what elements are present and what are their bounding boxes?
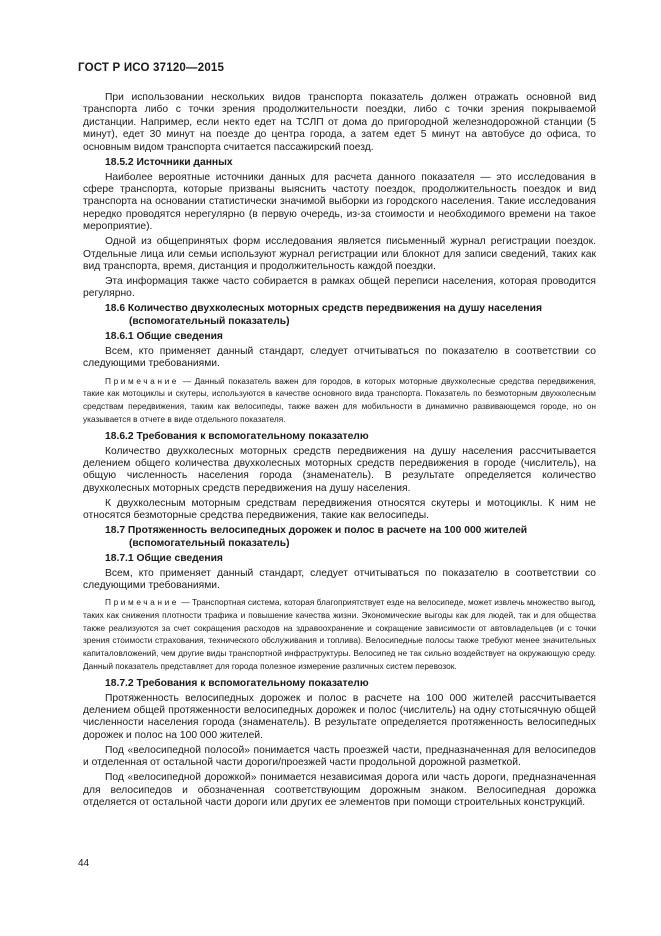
document-body <box>83 92 596 812</box>
note-text: Транспортная система, которая благоприятствует езде на велосипеде, может извлечь множество выгод, таких как снижения плотности трафика и повышение качества жизни. Экономические выгоды как для людей, так и для общества также реализуются за счет сокращения расходов на здравоохранение и сокращение зависимости от автовладельцев (и с точки зрения стоимости страхования, технического обслуживания и топлива). Велосипедные полосы также требуют менее значительных капиталовложений, чем другие виды транспортной инфраструктуры. Велосипед не так сильно воздействует на окружающую среду. Данный показатель представляет для города полезное измерение различных систем перевозок. <box>83 597 596 671</box>
page-number: 44 <box>78 858 90 869</box>
section-heading-18-6-1: 18.6.1 Общие сведения <box>105 330 223 342</box>
paragraph: Протяженность велосипедных дорожек и полос в расчете на 100 000 жителей рассчитывается делением общей протяженности велосипедных дорожек и полос (числитель) на одну стотысячную общей численности населения города (знаменатель). В результате определяется протяженность велосипедных дорожек и полос на 100 000 жителей. <box>83 692 596 741</box>
document-header: ГОСТ Р ИСО 37120—2015 <box>78 62 225 74</box>
note-block <box>83 375 596 426</box>
note-block <box>83 596 596 672</box>
note-label: Примечание <box>105 597 180 608</box>
note-text: Данный показатель важен для городов, в которых моторные двухколесные средства передвижения, такие как мотоциклы и скутеры, используются в качестве основного вида транспорта. Показатель по безмоторным двухколесным средствам передвижения, таким как велосипеды, также важен для мобильности в динамично развивающемся городе, но он указывается в отчете в виде отдельного показателя. <box>83 375 596 424</box>
paragraph: Эта информация также часто собирается в рамках общей переписи населения, которая проводится регулярно. <box>83 276 596 300</box>
paragraph: Под «велосипедной дорожкой» понимается независимая дорога или часть дороги, предназначенная для велосипедов и обозначенная соответствующим дорожным знаком. Велосипедная дорожка отделяется от остальной части дороги или других ее элементов при помощи строительных конструкций. <box>83 772 596 808</box>
section-heading-18-5-2: 18.5.2 Источники данных <box>105 156 233 168</box>
section-heading-18-7-2: 18.7.2 Требования к вспомогательному показателю <box>105 677 369 689</box>
paragraph: Всем, кто применяет данный стандарт, следует отчитываться по показателю в соответствии со следующими требованиями. <box>83 567 596 591</box>
section-heading-18-6-2: 18.6.2 Требования к вспомогательному показателю <box>105 430 369 442</box>
paragraph: К двухколесным моторным средствам передвижения относятся скутеры и мотоциклы. К ним не относятся безмоторные средства передвижения, такие как велосипеды. <box>83 497 596 522</box>
paragraph: При использовании нескольких видов транспорта показатель должен отражать основной вид транспорта либо с точки зрения продолжительности поездки, либо с точки зрения покрываемой дистанции. Например, если некто едет на ТСЛП от дома до пригородной железнодорожной станции (5 минут), едет 30 минут на поезде до центра города, а затем едет 5 минут на автобусе до офиса, то основным видом транспорта считается пассажирский поезд. <box>83 92 596 153</box>
paragraph: Под «велосипедной полосой» понимается часть проезжей части, предназначенная для велосипедов и отделенная от остальной части дороги/проезжей части продольной дорожной разметкой. <box>83 744 596 769</box>
section-heading-18-7: 18.7 Протяженность велосипедных дорожек и полос в расчете на 100 000 жителей (вспомогательный показатель) <box>105 525 528 549</box>
paragraph: Всем, кто применяет данный стандарт, следует отчитываться по показателю в соответствии со следующими требованиями. <box>83 345 596 370</box>
section-heading-18-7-1: 18.7.1 Общие сведения <box>105 552 223 564</box>
note-label: Примечание <box>105 375 180 386</box>
note-dash: — <box>179 597 192 608</box>
section-heading-18-6: 18.6 Количество двухколесных моторных средств передвижения на душу населения (вспомогательный показатель) <box>105 303 542 327</box>
paragraph: Наиболее вероятные источники данных для расчета данного показателя — это исследования в сфере транспорта, которые призваны выяснить частоту поездок, продолжительность поездок и вид транспорта на основании статистически значимой выборки из городского населения. Такие исследования нередко проводятся нерегулярно (в первую очередь, из-за стоимости и необходимого времени на такое мероприятие). <box>83 171 596 233</box>
note-dash: — <box>179 375 195 386</box>
paragraph: Одной из общепринятых форм исследования является письменный журнал регистрации поездок. Отдельные лица или семьи используют журнал регистрации или блокнот для записи сведений, таких как вид транспорта, время, дистанция и продолжительность каждой поездки. <box>83 236 596 273</box>
paragraph: Количество двухколесных моторных средств передвижения на душу населения рассчитывается делением общего количества двухколесных моторных средств передвижения в городе (числитель), на общую численность населения города (знаменатель). В результате определяется количество двухколесных моторных средств передвижения на душу населения. <box>83 445 596 494</box>
